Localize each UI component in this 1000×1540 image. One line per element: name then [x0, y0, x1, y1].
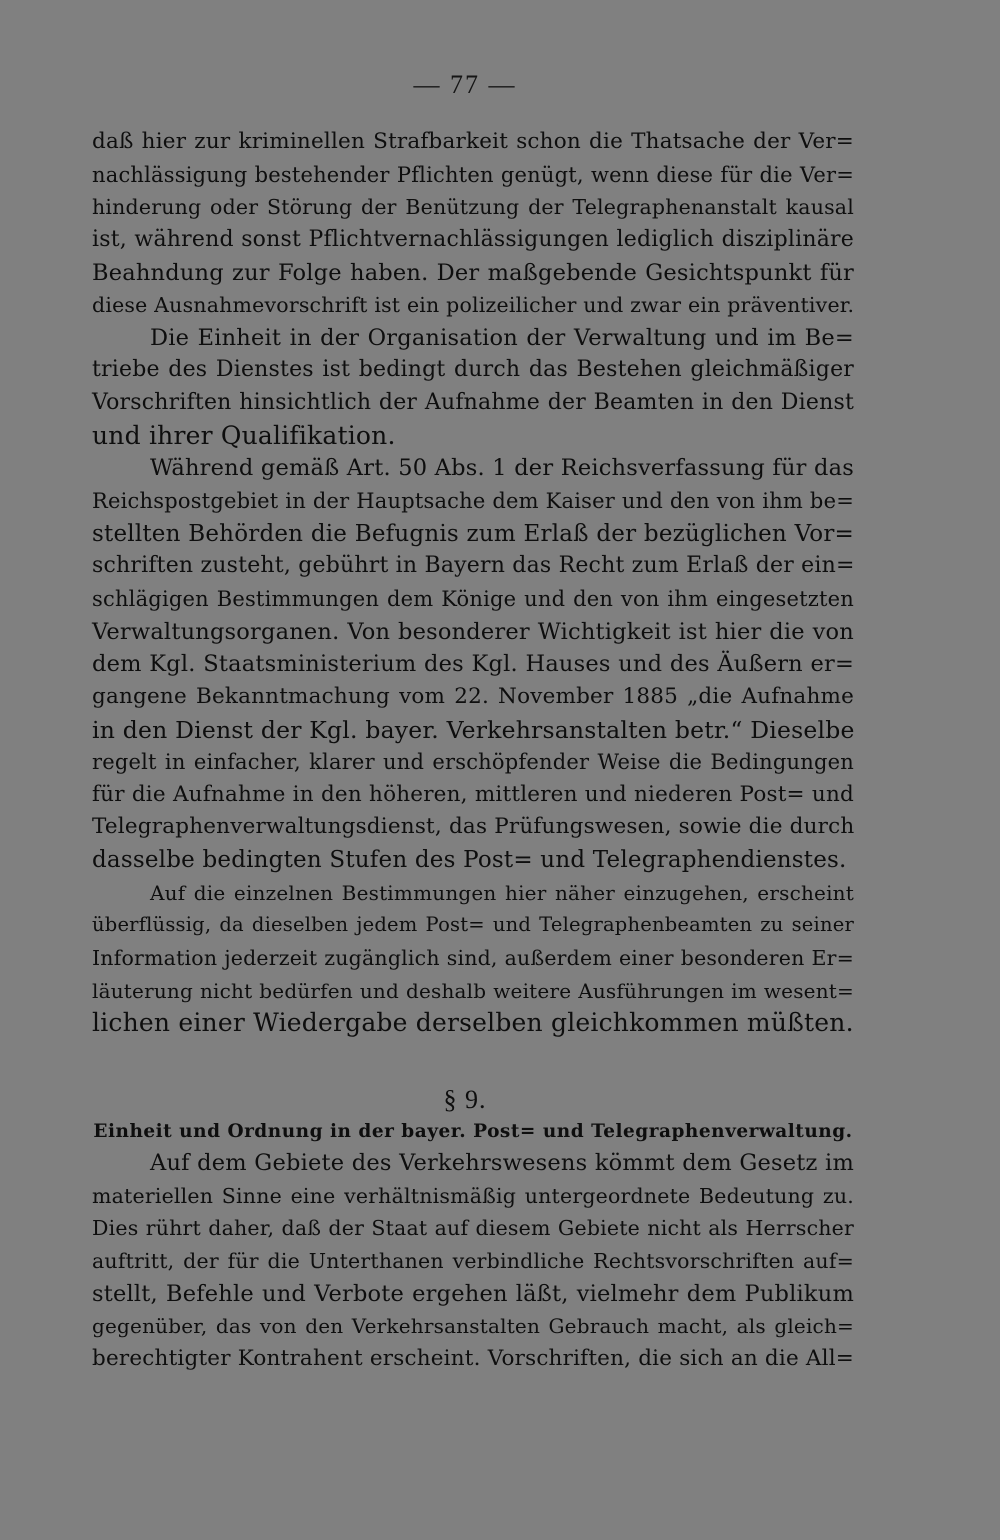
text-line: regelt in einfacher, klarer und erschöpfender Weise die Bedingungen [92, 750, 854, 775]
section-title: Einheit und Ordnung in der bayer. Post= und Telegraphenverwaltung. [93, 1121, 853, 1142]
text-line: Beahndung zur Folge haben. Der maßgebende Gesichtspunkt für [92, 259, 854, 286]
text-line: hinderung oder Störung der Benützung der Telegraphenanstalt kausal [92, 195, 854, 220]
text-line: Vorschriften hinsichtlich der Aufnahme der Beamten in den Dienst [92, 390, 854, 416]
text-line: gangene Bekanntmachung vom 22. November 1885 „die Aufnahme [92, 683, 854, 709]
text-line: daß hier zur kriminellen Strafbarkeit schon die Thatsache der Ver= [92, 129, 854, 154]
paragraph [92, 322, 854, 453]
text-line: Reichspostgebiet in der Hauptsache dem Kaiser und den von ihm be= [92, 489, 854, 514]
text-line: dem Kgl. Staatsministerium des Kgl. Hauses und des Äußern er= [92, 651, 854, 678]
text-line: Während gemäß Art. 50 Abs. 1 der Reichsverfassung für das [150, 455, 854, 482]
text-line: materiellen Sinne eine verhältnismäßig untergeordnete Bedeutung zu. [92, 1183, 854, 1208]
text-line: überflüssig, da dieselben jedem Post= und Telegraphenbeamten zu seiner [92, 913, 854, 937]
text-line: ist, während sonst Pflichtvernachlässigungen lediglich disziplinäre [92, 226, 854, 252]
page-number: — 77 — [413, 70, 517, 99]
text-line: auftritt, der für die Unterthanen verbindliche Rechtsvorschriften auf= [92, 1248, 854, 1273]
section-number: § 9. [443, 1085, 487, 1114]
text-line: stellt, Befehle und Verbote ergehen läßt, vielmehr dem Publikum [92, 1280, 854, 1307]
text-line: Die Einheit in der Organisation der Verwaltung und im Be= [150, 324, 854, 351]
text-line: triebe des Dienstes ist bedingt durch das Bestehen gleichmäßiger [92, 357, 854, 383]
paragraph [92, 1147, 854, 1375]
text-line: diese Ausnahmevorschrift ist ein polizeilicher und zwar ein präventiver. [92, 293, 855, 318]
text-line: für die Aufnahme in den höheren, mittleren und niederen Post= und [92, 781, 854, 807]
paragraph [92, 452, 854, 876]
text-line: Auf die einzelnen Bestimmungen hier näher einzugehen, erscheint [150, 880, 854, 905]
body-text-top [92, 126, 854, 1040]
text-line: lichen einer Wiedergabe derselben gleichkommen müßten. [92, 1008, 854, 1038]
paragraph [92, 126, 854, 322]
text-line: dasselbe bedingten Stufen des Post= und Telegraphendienstes. [92, 847, 847, 874]
text-line: läuterung nicht bedürfen und deshalb weitere Ausführungen im wesent= [92, 978, 854, 1003]
text-line: nachlässigung bestehender Pflichten genügt, wenn diese für die Ver= [92, 162, 854, 187]
text-line: Telegraphenverwaltungsdienst, das Prüfungswesen, sowie die durch [92, 814, 855, 840]
text-line: Auf dem Gebiete des Verkehrswesens kömmt dem Gesetz im [150, 1150, 854, 1176]
text-line: berechtigter Kontrahent erscheint. Vorschriften, die sich an die All= [92, 1345, 855, 1371]
text-line: schriften zusteht, gebührt in Bayern das Recht zum Erlaß der ein= [92, 553, 855, 579]
paragraph [92, 877, 854, 1040]
text-line: und ihrer Qualifikation. [92, 420, 396, 450]
text-line: in den Dienst der Kgl. bayer. Verkehrsanstalten betr.“ Dieselbe [92, 715, 855, 744]
text-line: stellten Behörden die Befugnis zum Erlaß der bezüglichen Vor= [92, 520, 854, 547]
body-text-bottom [92, 1147, 854, 1375]
text-line: Information jederzeit zugänglich sind, außerdem einer besonderen Er= [92, 946, 854, 971]
text-line: schlägigen Bestimmungen dem Könige und den von ihm eingesetzten [92, 586, 854, 611]
text-line: Dies rührt daher, daß der Staat auf diesem Gebiete nicht als Herrscher [92, 1216, 854, 1241]
text-line: Verwaltungsorganen. Von besonderer Wichtigkeit ist hier die von [92, 618, 854, 645]
text-line: gegenüber, das von den Verkehrsanstalten Gebrauch macht, als gleich= [92, 1314, 854, 1339]
